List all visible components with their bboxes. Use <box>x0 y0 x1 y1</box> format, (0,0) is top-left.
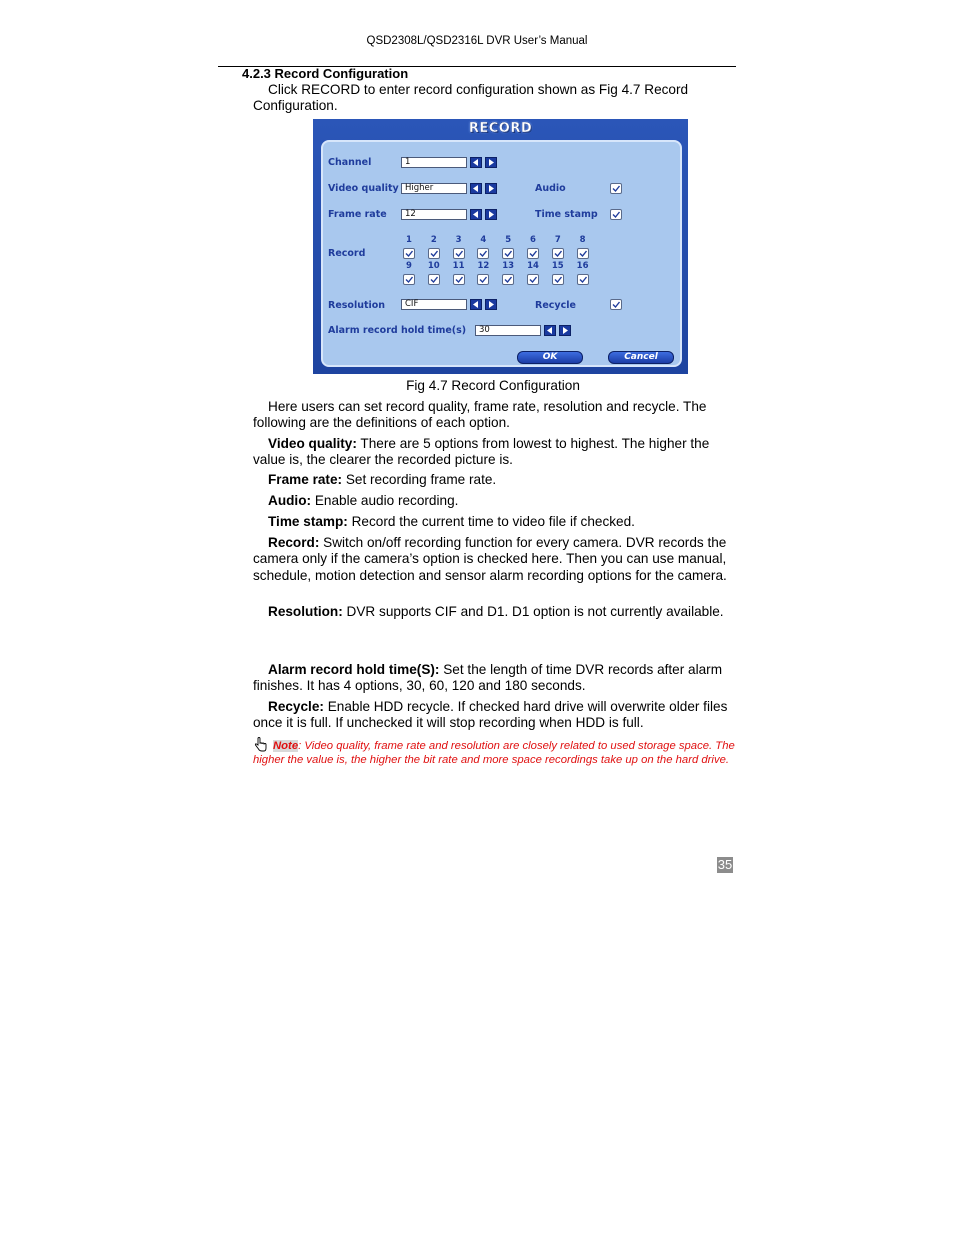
term-alarm-hold: Alarm record hold time(S): <box>268 662 440 677</box>
framerate-prev-arrow-icon[interactable] <box>470 209 482 220</box>
paragraph-resolution: Resolution: DVR supports CIF and D1. D1 option is not currently available. <box>268 604 724 619</box>
record-channel-number: 10 <box>427 261 440 271</box>
record-channel-checkbox[interactable] <box>527 274 539 285</box>
paragraph-audio: Audio: Enable audio recording. <box>268 493 459 508</box>
video-quality-field[interactable]: Higher <box>401 183 467 194</box>
figure-caption: Fig 4.7 Record Configuration <box>406 378 580 393</box>
record-channel-checkbox[interactable] <box>502 274 514 285</box>
audio-checkbox[interactable] <box>610 183 622 194</box>
record-channel-number: 16 <box>576 261 589 271</box>
section-heading: 4.2.3 Record Configuration <box>242 66 409 81</box>
record-channel-checkbox[interactable] <box>577 248 589 259</box>
paragraph-alarm-hold: Alarm record hold time(S): Set the length of time DVR records after alarm finishes. It has 4 options, 30, 60, 120 and 180 seconds. <box>253 662 723 694</box>
record-channel-checkbox[interactable] <box>453 248 465 259</box>
note-text: : Video quality, frame rate and resolution are closely related to used storage space. The higher the value is, the higher the bit rate and more space recordings take up on the hard drive. <box>253 740 735 766</box>
record-channel-number: 15 <box>551 261 564 271</box>
record-channel-number: 3 <box>455 235 462 245</box>
resolution-label: Resolution <box>328 300 386 311</box>
paragraph-overview: Here users can set record quality, frame rate, resolution and recycle. The following are the definitions of each option. <box>253 399 707 431</box>
frame-rate-field[interactable]: 12 <box>401 209 467 220</box>
alarm-hold-field[interactable]: 30 <box>475 325 541 336</box>
alarm-hold-label: Alarm record hold time(s) <box>328 325 467 336</box>
note-label: Note <box>273 740 299 752</box>
paragraph-time-stamp: Time stamp: Record the current time to video file if checked. <box>268 514 635 529</box>
record-channel-number: 5 <box>505 235 512 245</box>
term-video-quality: Video quality: <box>268 436 357 451</box>
channel-label: Channel <box>328 157 372 168</box>
record-channel-number: 12 <box>477 261 490 271</box>
resolution-field[interactable]: CIF <box>401 299 467 310</box>
record-channel-checkbox[interactable] <box>453 274 465 285</box>
record-channel-number: 8 <box>579 235 586 245</box>
record-channel-number: 2 <box>430 235 437 245</box>
paragraph-record: Record: Switch on/off recording function for every camera. DVR records the camera only if the camera’s option is checked here. Then you can use manual, schedule, motion detection and sensor alarm recording options for the camera. <box>253 535 727 583</box>
record-channel-number: 9 <box>406 261 412 271</box>
term-resolution: Resolution: <box>268 604 343 619</box>
time-stamp-label: Time stamp <box>535 209 598 220</box>
term-recycle: Recycle: <box>268 699 324 714</box>
cancel-button[interactable]: Cancel <box>608 351 674 364</box>
quality-next-arrow-icon[interactable] <box>485 183 497 194</box>
term-time-stamp: Time stamp: <box>268 514 348 529</box>
paragraph-video-quality: Video quality: There are 5 options from lowest to highest. The higher the value is, the clearer the recorded picture is. <box>253 436 710 468</box>
record-channel-number: 14 <box>527 261 539 271</box>
quality-prev-arrow-icon[interactable] <box>470 183 482 194</box>
record-channel-checkbox[interactable] <box>552 248 564 259</box>
note-block <box>253 740 738 767</box>
resolution-next-arrow-icon[interactable] <box>485 299 497 310</box>
channel-field[interactable]: 1 <box>401 157 467 168</box>
recycle-label: Recycle <box>535 300 576 311</box>
alarm-prev-arrow-icon[interactable] <box>544 325 556 336</box>
paragraph-frame-rate: Frame rate: Set recording frame rate. <box>268 472 497 487</box>
record-channel-checkbox[interactable] <box>477 248 489 259</box>
channel-prev-arrow-icon[interactable] <box>470 157 482 168</box>
term-frame-rate: Frame rate: <box>268 472 343 487</box>
record-channel-checkbox[interactable] <box>403 248 415 259</box>
record-channel-checkbox[interactable] <box>477 274 489 285</box>
frame-rate-label: Frame rate <box>328 209 387 220</box>
paragraph-recycle: Recycle: Enable HDD recycle. If checked hard drive will overwrite older files once it is full. If unchecked it will stop recording when HDD is full. <box>253 699 728 731</box>
page-number: 35 <box>717 857 733 872</box>
record-dialog-figure <box>313 119 688 374</box>
time-stamp-checkbox[interactable] <box>610 209 622 220</box>
resolution-prev-arrow-icon[interactable] <box>470 299 482 310</box>
ok-button[interactable]: OK <box>517 351 583 364</box>
record-channel-checkbox[interactable] <box>428 248 440 259</box>
intro-text: Click RECORD to enter record configuration shown as Fig 4.7 Record Configuration. <box>253 82 689 114</box>
record-channel-checkbox[interactable] <box>552 274 564 285</box>
record-channel-number: 6 <box>530 235 536 245</box>
term-record: Record: <box>268 535 320 550</box>
record-channel-checkbox[interactable] <box>502 248 514 259</box>
record-channel-number: 11 <box>452 261 465 271</box>
framerate-next-arrow-icon[interactable] <box>485 209 497 220</box>
channel-next-arrow-icon[interactable] <box>485 157 497 168</box>
page-header: QSD2308L/QSD2316L DVR User’s Manual <box>366 35 588 47</box>
record-channel-checkbox[interactable] <box>577 274 589 285</box>
alarm-next-arrow-icon[interactable] <box>559 325 571 336</box>
term-audio: Audio: <box>268 493 312 508</box>
audio-label: Audio <box>535 183 566 194</box>
intro-paragraph <box>253 82 738 115</box>
record-channel-checkbox[interactable] <box>428 274 440 285</box>
recycle-checkbox[interactable] <box>610 299 622 310</box>
video-quality-label: Video quality <box>328 183 399 194</box>
record-label: Record <box>328 248 366 259</box>
record-channel-number: 1 <box>406 235 412 245</box>
record-channel-number: 7 <box>554 235 561 245</box>
record-channel-checkbox[interactable] <box>527 248 539 259</box>
record-channel-number: 4 <box>480 235 487 245</box>
dialog-title: RECORD <box>468 121 533 136</box>
record-channel-checkbox[interactable] <box>403 274 415 285</box>
record-channel-number: 13 <box>502 261 515 271</box>
